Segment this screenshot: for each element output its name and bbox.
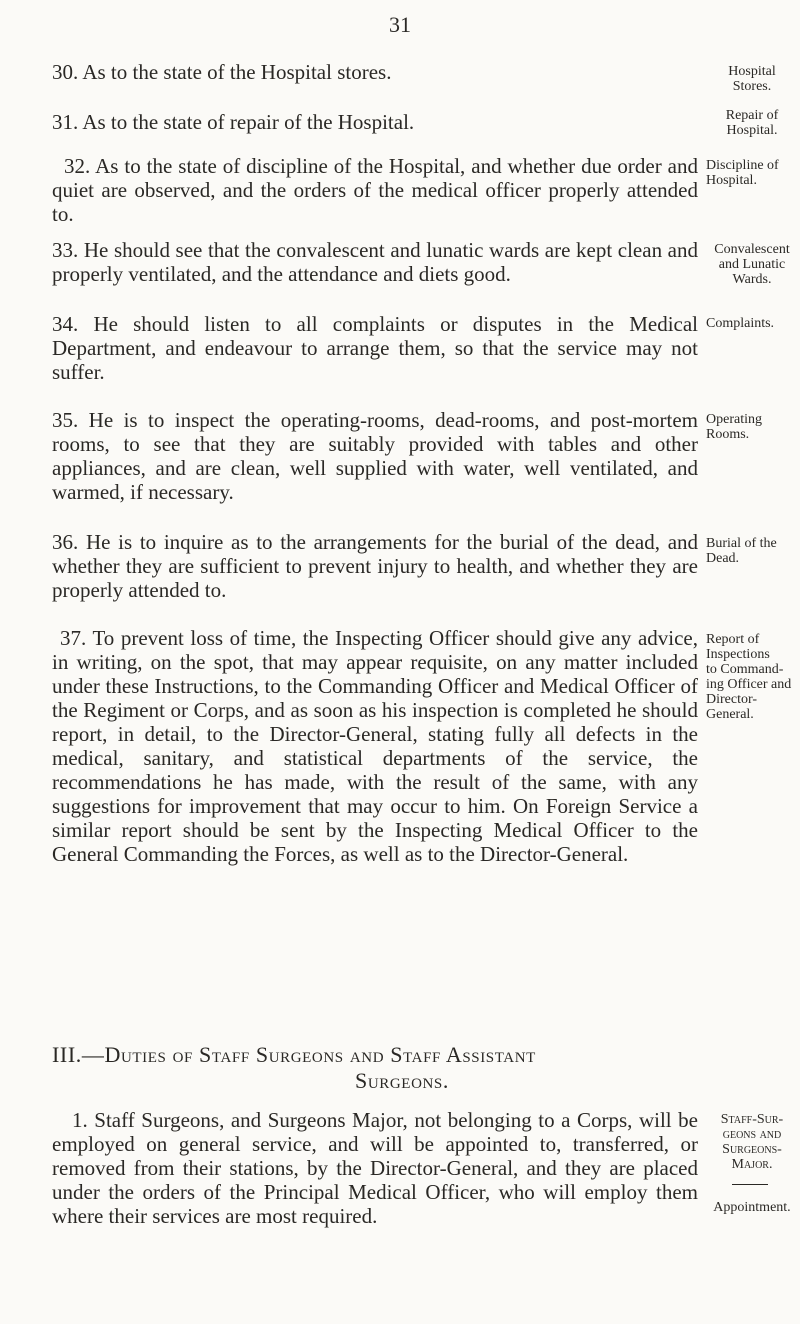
paragraph-30 xyxy=(52,60,698,84)
sidenote-appointment xyxy=(706,1200,798,1215)
paragraph-number: 35. xyxy=(52,408,79,432)
sidenote-line: Major. xyxy=(731,1157,773,1172)
paragraph-staff-1 xyxy=(52,1108,698,1228)
sidenote-burial xyxy=(706,536,798,566)
sidenote-line: Hospital. xyxy=(706,173,757,188)
sidenote-line: ing Officer and xyxy=(706,677,792,692)
paragraph-33 xyxy=(52,238,698,286)
sidenote-line: Hospital xyxy=(728,64,776,79)
sidenote-divider xyxy=(732,1184,768,1185)
paragraph-text: To prevent loss of time, the Inspecting Officer should give any advice, in writing, on the spot, that may appear requisite, on any matter included under these Instructions, to the Commanding Officer and Medical Officer of the Regiment or Corps, and as soon as his inspection is completed he should report, in detail, to the Director-General, stating fully all defects in the medical, sanitary, and statistical departments of the service, the recommendations he has made, with the result of the same, with any suggestions for improvement that may occur to him. On Foreign Service a similar report should be sent by the Inspecting Medical Officer to the General Commanding the Forces, as well as to the Director-General. xyxy=(52,626,699,866)
sidenote-complaints xyxy=(706,316,798,331)
paragraph-number: 1. xyxy=(72,1108,88,1132)
paragraph-number: 34. xyxy=(52,312,79,336)
section-heading-line2: Surgeons. xyxy=(355,1068,449,1093)
paragraph-35 xyxy=(52,408,698,504)
sidenote-line: Director- xyxy=(706,692,758,707)
paragraph-text: He is to inquire as to the arrangements for the burial of the dead, and whether they are sufficient to prevent injury to health, and whether they are properly attended to. xyxy=(52,530,699,602)
sidenote-line: Report of xyxy=(706,632,760,647)
paragraph-text: As to the state of repair of the Hospital. xyxy=(82,110,415,134)
section-heading-line1: —Duties of Staff Surgeons and Staff Assistant xyxy=(81,1042,536,1067)
paragraph-text: He is to inspect the operating-rooms, dead-rooms, and post-mortem rooms, to see that they are suitably provided with tables and other appliances, and are clean, well supplied with water, well ventilated, and warmed, if necessary. xyxy=(52,408,698,504)
paragraph-37 xyxy=(52,626,698,866)
sidenote-line: Discipline of xyxy=(706,158,779,173)
sidenote-wards xyxy=(706,242,798,287)
paragraph-text: He should see that the convalescent and lunatic wards are kept clean and properly ventilated, and the attendance and diets good. xyxy=(52,238,698,286)
sidenote-line: Wards. xyxy=(732,272,772,287)
paragraph-31 xyxy=(52,110,698,134)
sidenote-line: Surgeons- xyxy=(722,1142,782,1157)
sidenote-hospital-stores xyxy=(706,64,798,94)
paragraph-number: 31. xyxy=(52,110,79,134)
paragraph-text: As to the state of the Hospital stores. xyxy=(82,60,392,84)
sidenote-line: Burial of the xyxy=(706,536,777,551)
paragraph-number: 37. xyxy=(60,626,87,650)
paragraph-number: 30. xyxy=(52,60,79,84)
sidenote-line: Hospital. xyxy=(726,123,778,138)
sidenote-line: Appointment. xyxy=(713,1200,791,1215)
sidenote-line: Dead. xyxy=(706,551,740,566)
section-heading xyxy=(52,1042,752,1094)
section-numeral: III. xyxy=(52,1042,82,1067)
paragraph-number: 32. xyxy=(64,154,91,178)
sidenote-repair xyxy=(706,108,798,138)
sidenote-line: and Lunatic xyxy=(718,257,786,272)
sidenote-staff-surgeons xyxy=(706,1112,798,1172)
paragraph-36 xyxy=(52,530,698,602)
sidenote-line: General. xyxy=(706,707,754,722)
sidenote-line: geons and xyxy=(722,1127,782,1142)
paragraph-number: 33. xyxy=(52,238,79,262)
sidenote-report xyxy=(706,632,798,722)
paragraph-text: He should listen to all complaints or disputes in the Medical Department, and endeavour to arrange them, so that the service may not suffer. xyxy=(52,312,699,384)
paragraph-text: Staff Surgeons, and Surgeons Major, not belonging to a Corps, will be employed on general service, and will be appointed to, transferred, or removed from their stations, by the Director-General, and they are placed under the orders of the Principal Medical Officer, who will employ them where their services are most required. xyxy=(52,1108,698,1228)
sidenote-line: Repair of xyxy=(725,108,779,123)
page-number: 31 xyxy=(389,12,411,37)
sidenote-line: Operating xyxy=(706,412,762,427)
sidenote-line: Stores. xyxy=(732,79,772,94)
sidenote-operating xyxy=(706,412,798,442)
sidenote-discipline xyxy=(706,158,798,188)
sidenote-line: Rooms. xyxy=(706,427,750,442)
sidenote-line: to Command- xyxy=(706,662,784,677)
paragraph-text: As to the state of discipline of the Hospital, and whether due order and quiet are observed, and the orders of the medical officer properly attended to. xyxy=(52,154,699,226)
sidenote-line: Convalescent xyxy=(714,242,790,257)
paragraph-32 xyxy=(52,154,698,226)
paragraph-number: 36. xyxy=(52,530,79,554)
sidenote-line: Complaints. xyxy=(706,316,775,331)
sidenote-line: Staff-Sur- xyxy=(720,1112,784,1127)
paragraph-34 xyxy=(52,312,698,384)
sidenote-line: Inspections xyxy=(706,647,770,662)
